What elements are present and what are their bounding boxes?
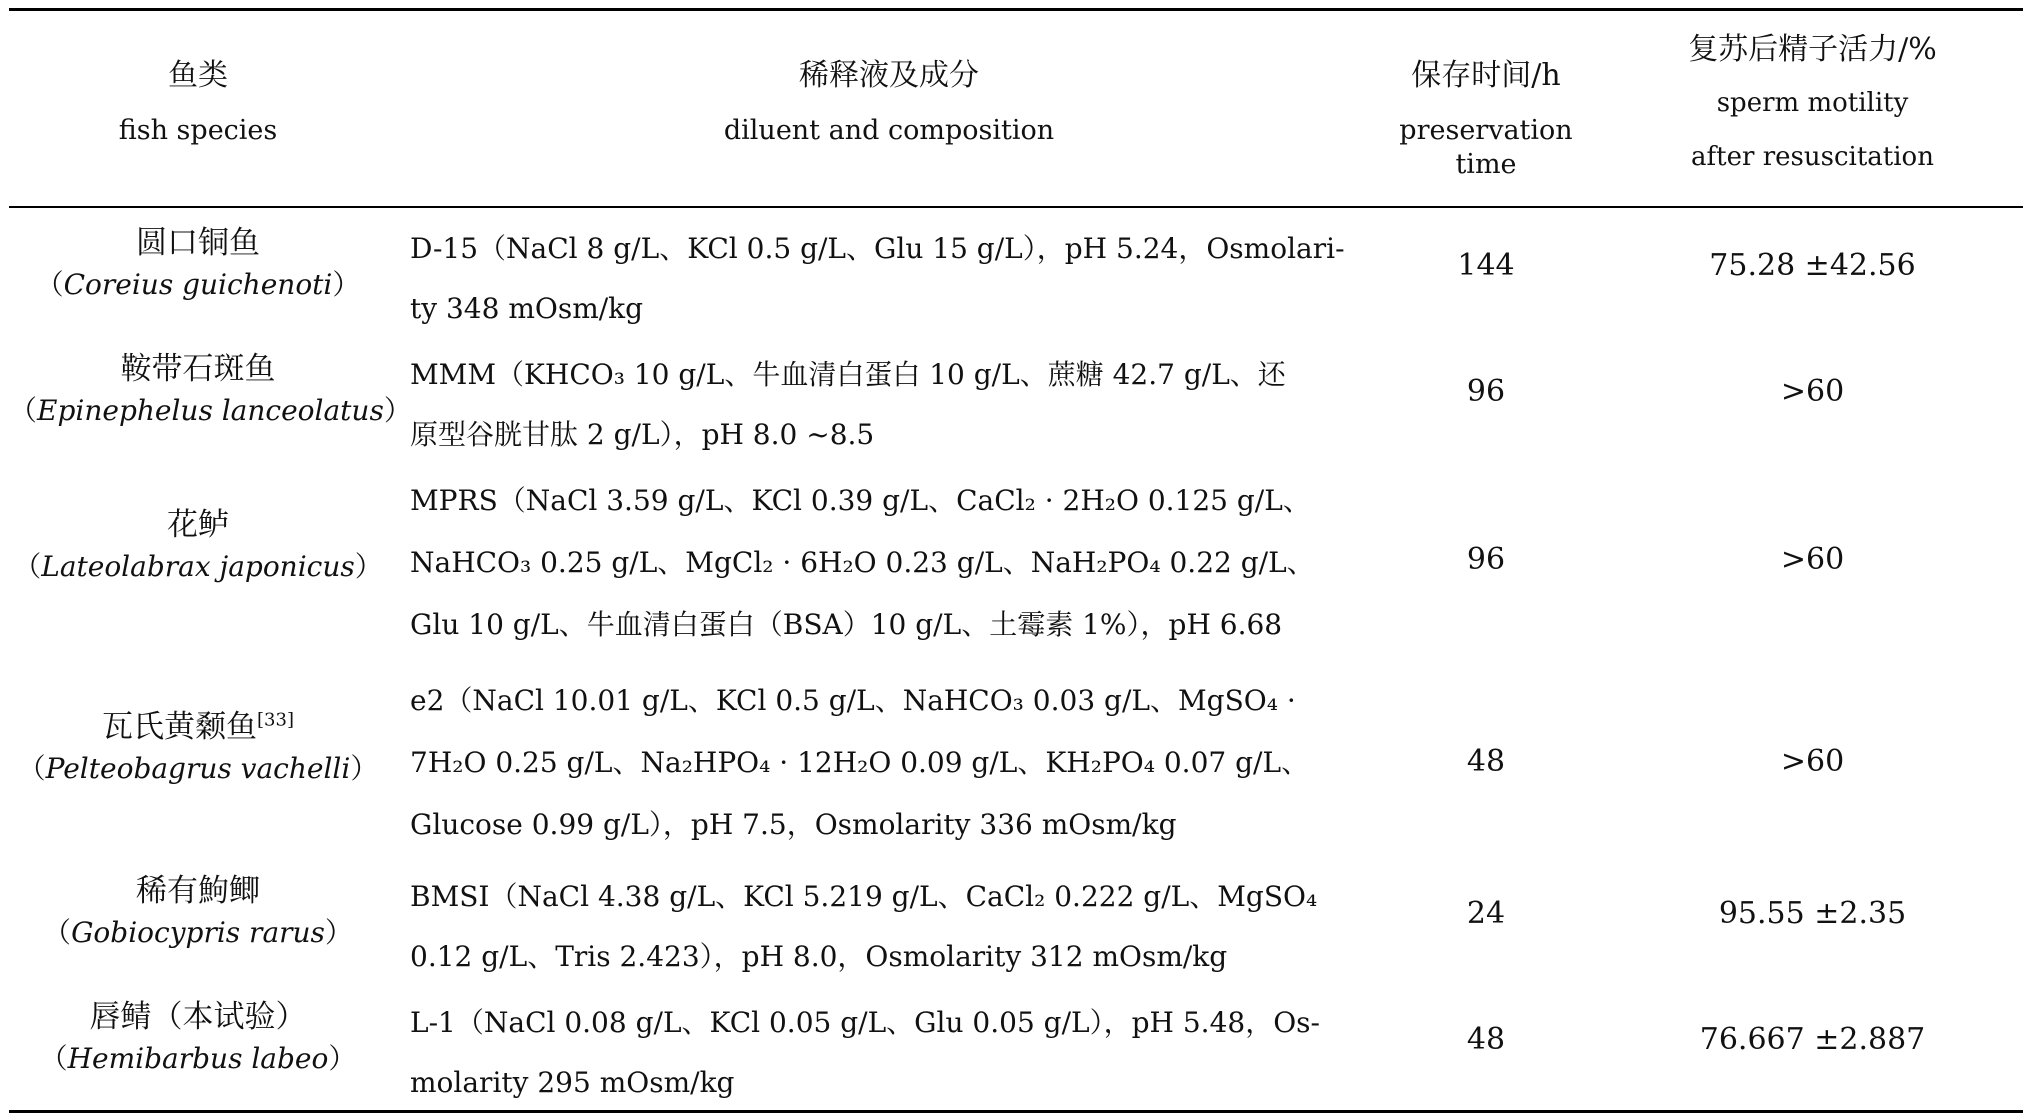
header-motility-zh: 复苏后精子活力/% [1688,32,1937,67]
fish-name-zh: 唇鲭（本试验） [89,999,307,1035]
fish-sci-italic: Epinephelus lanceolatus [37,394,384,427]
diluent-cell [410,670,1374,856]
diluent-line: Glucose 0.99 g/L），pH 7.5，Osmolarity 336 mOsm/kg [410,808,1177,841]
diluent-line: e2（NaCl 10.01 g/L、KCl 0.5 g/L、NaHCO₃ 0.03 g/L、MgSO₄ · [410,684,1296,717]
motility-cell: >60 [1780,542,1845,577]
time-cell: 96 [1466,542,1506,577]
diluent-cell [410,470,1374,656]
diluent-cell [410,866,1374,988]
reference-citation: [33] [257,709,294,731]
fish-cell [9,348,412,432]
fish-sci-italic: Coreius guichenoti [63,268,333,301]
header-motility-en2: after resuscitation [1691,142,1934,172]
diluent-line: molarity 295 mOsm/kg [410,1066,735,1099]
motility-cell: 75.28 ±42.56 [1709,248,1916,283]
header-fish-zh: 鱼类 [168,58,228,93]
header-preservation-time [1370,58,1602,182]
fish-name-sci: （Coreius guichenoti） [35,268,361,301]
fish-name-zh: 圆口铜鱼 [136,225,260,261]
diluent-line: NaHCO₃ 0.25 g/L、MgCl₂ · 6H₂O 0.23 g/L、NaH₂PO₄ 0.22 g/L、 [410,546,1315,579]
diluent-cell [410,344,1374,466]
header-diluent [404,58,1374,148]
time-cell: 48 [1466,744,1506,779]
fish-name-zh-text: 瓦氏黄颡鱼 [102,709,258,745]
fish-name-sci: （Epinephelus lanceolatus） [9,394,412,427]
motility-cell: >60 [1780,374,1845,409]
fish-name-sci: （Pelteobagrus vachelli） [17,752,379,785]
fish-name-sci: （Gobiocypris rarus） [43,916,353,949]
header-diluent-en: diluent and composition [723,115,1055,146]
diluent-line: 7H₂O 0.25 g/L、Na₂HPO₄ · 12H₂O 0.09 g/L、KH₂PO₄ 0.07 g/L、 [410,746,1310,779]
header-fish-species [9,58,387,148]
time-cell: 96 [1466,374,1506,409]
header-sperm-motility [1605,32,2020,174]
motility-cell: 95.55 ±2.35 [1718,896,1907,931]
fish-cell [9,222,387,306]
time-cell: 24 [1466,896,1506,931]
fish-cell [9,504,387,588]
motility-cell: 76.667 ±2.887 [1699,1022,1926,1057]
fish-sci-italic: Lateolabrax japonicus [41,550,355,583]
table-header-rule [9,206,2023,208]
header-time-en: preservation time [1399,115,1573,180]
table-top-rule [9,8,2023,11]
diluent-line: L-1（NaCl 0.08 g/L、KCl 0.05 g/L、Glu 0.05 g/L），pH 5.48，Os- [410,1006,1321,1039]
fish-name-sci: （Lateolabrax japonicus） [13,550,383,583]
fish-cell [9,870,387,954]
fish-sci-italic: Gobiocypris rarus [71,916,325,949]
fish-sci-italic: Hemibarbus labeo [67,1042,329,1075]
diluent-line: MMM（KHCO₃ 10 g/L、牛血清白蛋白 10 g/L、蔗糖 42.7 g/L、还 [410,358,1286,391]
fish-cell [9,996,387,1080]
header-fish-en: fish species [118,115,278,146]
motility-cell: >60 [1780,744,1845,779]
diluent-line: BMSI（NaCl 4.38 g/L、KCl 5.219 g/L、CaCl₂ 0.222 g/L、MgSO₄ [410,880,1318,913]
header-motility-en1: sperm motility [1716,88,1909,118]
time-cell: 144 [1457,248,1515,283]
fish-name-zh: 鞍带石斑鱼 [120,351,276,387]
fish-cell [9,706,387,790]
header-diluent-zh: 稀释液及成分 [799,58,979,93]
fish-name-zh [9,706,387,748]
diluent-line: Glu 10 g/L、牛血清白蛋白（BSA）10 g/L、土霉素 1%），pH 6.68 [410,608,1283,641]
fish-name-zh: 花鲈 [167,507,229,543]
diluent-line: MPRS（NaCl 3.59 g/L、KCl 0.39 g/L、CaCl₂ · 2H₂O 0.125 g/L、 [410,484,1311,517]
diluent-line: ty 348 mOsm/kg [410,292,644,325]
fish-name-sci: （Hemibarbus labeo） [39,1042,357,1075]
diluent-line: D-15（NaCl 8 g/L、KCl 0.5 g/L、Glu 15 g/L），pH 5.24，Osmolari- [410,232,1345,265]
diluent-cell [410,218,1374,340]
diluent-line: 0.12 g/L、Tris 2.423），pH 8.0，Osmolarity 312 mOsm/kg [410,940,1228,973]
diluent-cell [410,992,1374,1114]
time-cell: 48 [1466,1022,1506,1057]
diluent-line: 原型谷胱甘肽 2 g/L），pH 8.0 ~8.5 [410,418,875,451]
fish-sci-italic: Pelteobagrus vachelli [45,752,351,785]
fish-name-zh: 稀有鮈鲫 [136,873,260,909]
header-time-zh: 保存时间/h [1411,58,1561,93]
